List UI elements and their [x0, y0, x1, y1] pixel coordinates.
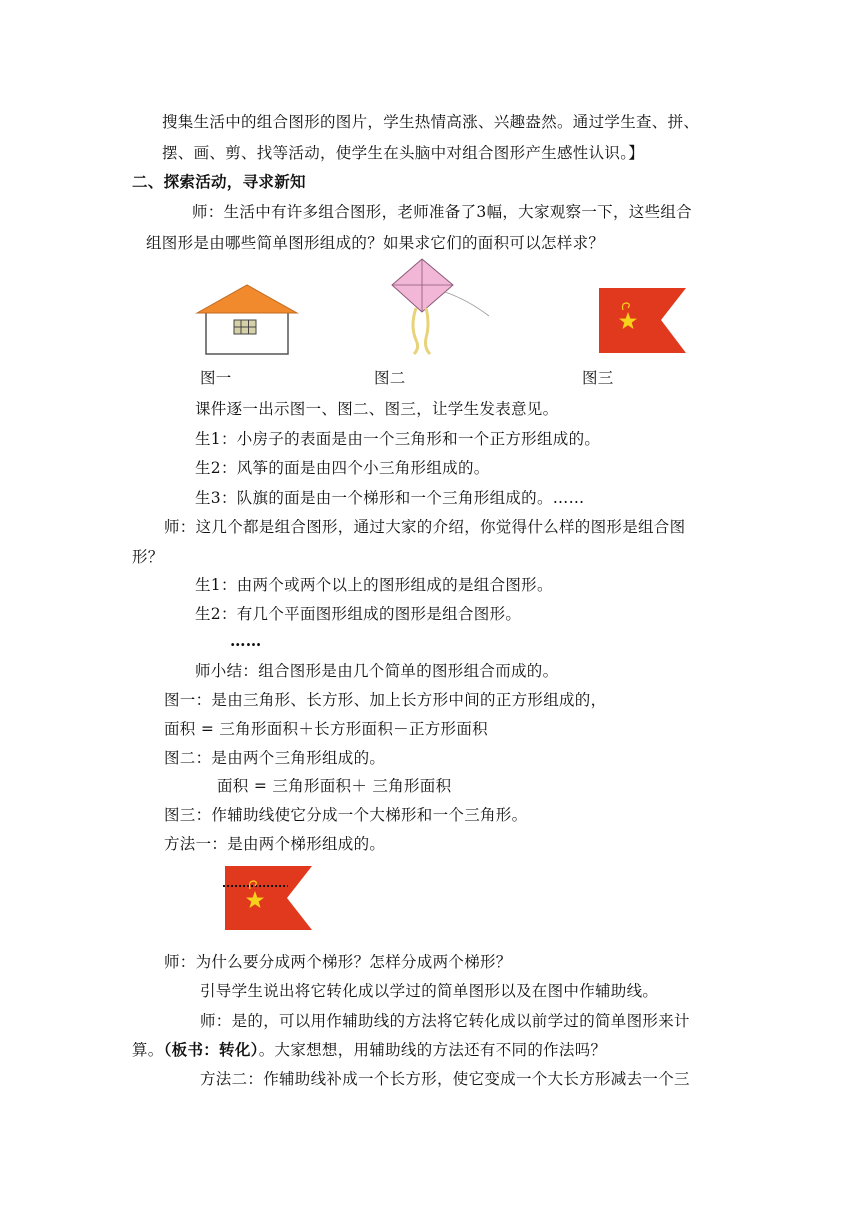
kite-figure	[388, 256, 492, 356]
courseware-line: 课件逐一出示图一、图二、图三，让学生发表意见。	[195, 400, 559, 418]
teacher-answer-line-2	[132, 1040, 606, 1060]
teacher-question-2-line-2: 形？	[132, 548, 164, 566]
figure2-area-formula: 面积 = 三角形面积＋ 三角形面积	[217, 777, 452, 795]
intro-line-2: 摆、画、剪、找等活动，使学生在头脑中对组合图形产生感性认识。】	[162, 144, 645, 162]
teacher-answer-line-1: 师：是的，可以用作辅助线的方法将它转化成以前学过的简单图形来计	[200, 1012, 690, 1030]
caption-figure-3: 图三	[582, 369, 614, 387]
intro-line-1: 搜集生活中的组合图形的图片，学生热情高涨、兴趣盎然。通过学生查、拼、	[162, 113, 700, 131]
student2-definition: 生2：有几个平面图形组成的图形是组合图形。	[195, 605, 522, 623]
figure2-analysis: 图二：是由两个三角形组成的。	[164, 749, 386, 767]
teacher-answer-start: 算。	[132, 1041, 164, 1059]
guide-line: 引导学生说出将它转化成以学过的简单图形以及在图中作辅助线。	[200, 982, 659, 1000]
house-roof	[197, 285, 297, 313]
house-figure	[194, 284, 300, 356]
method-two: 方法二：作辅助线补成一个长方形，使它变成一个大长方形减去一个三	[200, 1070, 690, 1088]
flag-body	[225, 866, 312, 930]
student3-answer: 生3：队旗的面是由一个梯形和一个三角形组成的。……	[195, 489, 585, 507]
teacher-question-2-line-1: 师：这几个都是组合图形，通过大家的介绍，你觉得什么样的图形是组合图	[164, 518, 686, 536]
ellipsis: ……	[230, 631, 262, 650]
student1-answer: 生1：小房子的表面是由一个三角形和一个正方形组成的。	[195, 430, 601, 448]
teacher-question-3: 师：为什么要分成两个梯形？怎样分成两个梯形？	[164, 953, 512, 971]
caption-figure-1: 图一	[200, 369, 232, 387]
figure1-area-formula: 面积 = 三角形面积＋长方形面积－正方形面积	[164, 720, 488, 738]
flag-method-one-figure	[221, 864, 315, 932]
teacher-summary: 师小结：组合图形是由几个简单的图形组合而成的。	[195, 662, 559, 680]
kite-tail-left	[413, 308, 418, 354]
flag-body	[599, 288, 686, 353]
flag-figure	[597, 288, 687, 354]
teacher-question-line-2: 组图形是由哪些简单图形组成的？如果求它们的面积可以怎样求？	[146, 234, 605, 252]
teacher-answer-end: 。大家想想，用辅助线的方法还有不同的作法吗？	[258, 1041, 607, 1059]
board-note: （板书：转化）	[163, 1040, 259, 1059]
house-window	[234, 320, 256, 334]
kite-tail-right	[426, 308, 431, 354]
method-one: 方法一：是由两个梯形组成的。	[164, 835, 386, 853]
caption-figure-2: 图二	[374, 369, 406, 387]
student2-answer: 生2：风筝的面是由四个小三角形组成的。	[195, 459, 490, 477]
kite-body	[392, 259, 453, 312]
figure1-analysis: 图一：是由三角形、长方形、加上长方形中间的正方形组成的，	[164, 691, 607, 709]
teacher-question-line-1: 师：生活中有许多组合图形，老师准备了3幅，大家观察一下，这些组合	[192, 203, 692, 221]
kite-string	[445, 292, 489, 316]
section-heading: 二、探索活动，寻求新知	[132, 172, 306, 191]
student1-definition: 生1：由两个或两个以上的图形组成的是组合图形。	[195, 576, 553, 594]
figure3-analysis: 图三：作辅助线使它分成一个大梯形和一个三角形。	[164, 806, 528, 824]
